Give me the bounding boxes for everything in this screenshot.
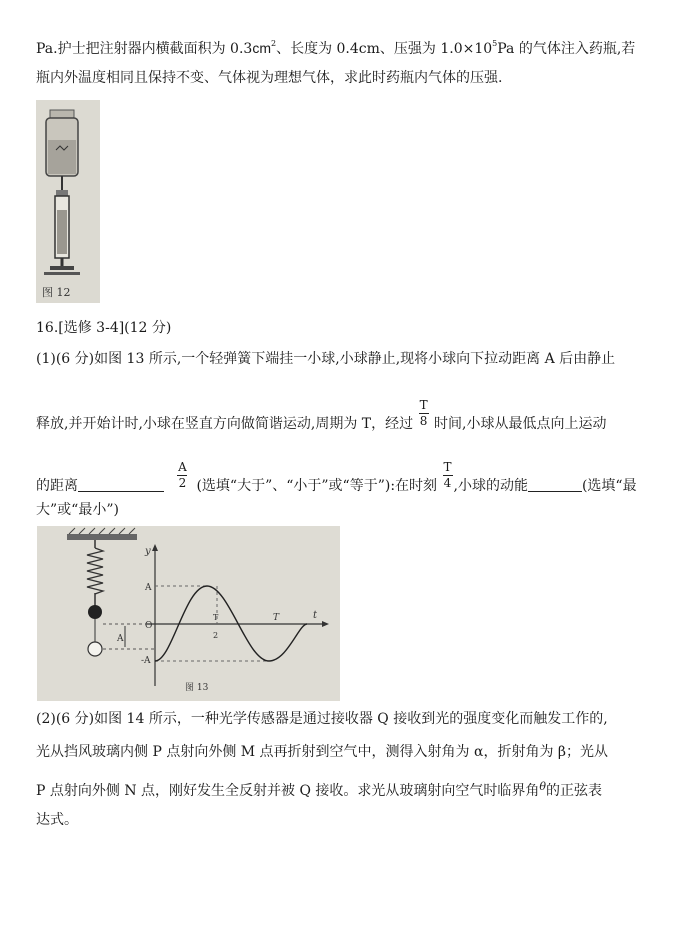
- text-segment: (选填“大于”、“小于”或“等于”):在时刻: [196, 478, 438, 494]
- text-segment: Pa 的气体注入药瓶,若: [497, 41, 636, 57]
- problem-text-line: 大”或“最小”): [36, 502, 119, 518]
- text-segment: 时间,小球从最低点向上运动: [434, 416, 607, 432]
- problem-text-line: (1)(6 分)如图 13 所示,一个轻弹簧下端挂一小球,小球静止,现将小球向下拉动距离 A 后由静止: [36, 351, 616, 367]
- problem-text-line: 光从挡风玻璃内侧 P 点射向外侧 M 点再折射到空气中，测得入射角为 α，折射角为 β；光从: [36, 744, 609, 760]
- text-segment: 的正弦表: [546, 783, 603, 799]
- question-title: 16.[选修 3-4](12 分): [36, 320, 172, 336]
- problem-text-line: 瓶内外温度相同且保持不变、气体视为理想气体，求此时药瓶内气体的压强.: [36, 70, 503, 86]
- fraction-T-over-8: [418, 398, 430, 434]
- fraction-denominator: 8: [419, 414, 428, 428]
- syringe-bottle-illustration: [36, 100, 100, 303]
- y-axis-label: y: [145, 546, 151, 557]
- fraction-numerator: T: [419, 398, 428, 412]
- half-period-denominator: 2: [213, 631, 219, 640]
- figure-13: [37, 526, 340, 701]
- answer-blank-1[interactable]: [78, 477, 164, 492]
- period-label: T: [273, 613, 280, 623]
- shm-illustration: [37, 526, 340, 701]
- fraction-numerator: A: [178, 460, 187, 474]
- half-period-numerator: T: [213, 613, 219, 622]
- figure-caption: 图 12: [42, 286, 71, 299]
- fraction-numerator: T: [443, 460, 452, 474]
- problem-text-line: [36, 398, 607, 434]
- problem-text-line: [36, 777, 602, 801]
- fraction-denominator: 4: [443, 476, 452, 490]
- figure-12: [36, 100, 100, 303]
- neg-a-tick-label: -A: [141, 656, 151, 666]
- text-segment: Pa.护士把注射器内横截面积为 0.3: [36, 41, 253, 57]
- theta-symbol: θ: [539, 780, 547, 793]
- text-segment: 、长度为 0.4cm、压强为 1.0×10: [276, 41, 493, 57]
- a-tick-label: A: [145, 583, 152, 593]
- problem-text-line: [36, 460, 637, 496]
- fraction-T-over-4: [442, 460, 454, 496]
- amplitude-label: A: [117, 634, 124, 644]
- text-segment: ,小球的动能: [453, 478, 528, 494]
- text-segment: 释放,并开始计时,小球在竖直方向做简谐运动,周期为 T，经过: [36, 416, 414, 432]
- text-segment: (选填“最: [581, 478, 637, 494]
- problem-text-line: [36, 34, 635, 59]
- answer-blank-2[interactable]: [528, 477, 582, 492]
- t-axis-label: t: [313, 610, 318, 621]
- figure-caption: 图 13: [185, 683, 209, 693]
- problem-text-line: (2)(6 分)如图 14 所示，一种光学传感器是通过接收器 Q 接收到光的强度变化而触发工作的,: [36, 711, 608, 727]
- problem-text-line: 达式。: [36, 812, 78, 828]
- origin-label: O: [145, 621, 153, 631]
- superscript: 5: [492, 39, 498, 48]
- text-segment: P 点射向外侧 N 点，刚好发生全反射并被 Q 接收。求光从玻璃射向空气时临界角: [36, 783, 540, 799]
- fraction-denominator: 2: [178, 476, 187, 490]
- superscript: 2: [270, 39, 277, 48]
- fraction-A-over-2: [176, 460, 188, 496]
- unit-text: cm: [252, 40, 271, 56]
- text-segment: 的距离: [36, 478, 78, 494]
